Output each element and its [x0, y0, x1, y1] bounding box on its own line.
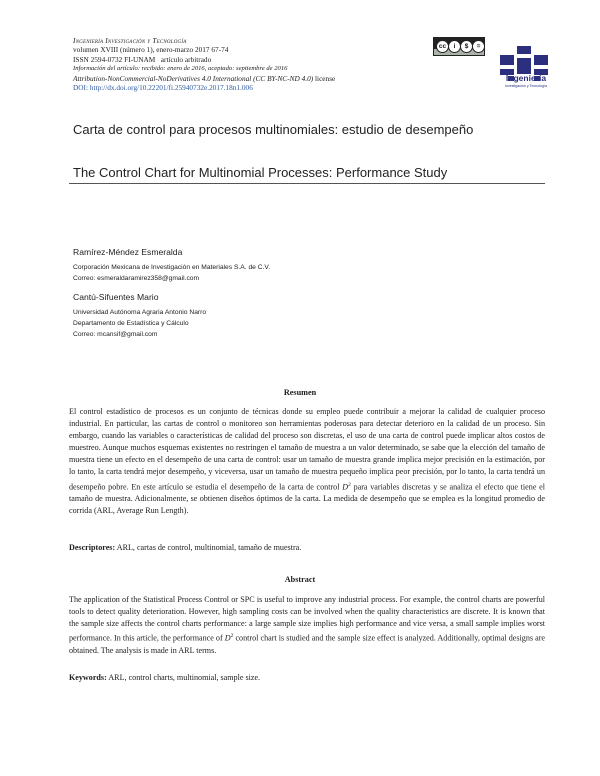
author-email[interactable]: Correo: mcansif@gmail.com	[73, 331, 158, 338]
volume-line: volumen XVIII (número 1), enero-marzo 2017 67-74	[73, 45, 229, 55]
resumen-heading: Resumen	[283, 388, 317, 397]
author-affiliation: Universidad Autónoma Agraria Antonio Narro	[73, 309, 207, 316]
abstract-text-2: control chart is studied and the sample size effect is analyzed. Additionally, optimal designs are obtained. The analysis is made in ARL terms.	[69, 633, 546, 656]
author-affiliation: Corporación Mexicana de Investigación en Materiales S.A. de C.V.	[73, 264, 271, 271]
abstract-heading: Abstract	[284, 575, 316, 584]
license-suffix: license	[315, 73, 336, 83]
resumen-superscript: 2	[348, 481, 351, 488]
license-line	[73, 74, 423, 83]
abstract-symbol: D	[224, 633, 231, 643]
author-block	[73, 292, 206, 340]
title-english: The Control Chart for Multinomial Processes: Performance Study	[73, 165, 448, 180]
license-name: Attribution-NonCommercial-NoDerivatives 4.0 International (CC BY-NC-ND 4.0)	[73, 73, 314, 83]
nd-glyph: =	[472, 40, 485, 53]
journal-header	[73, 36, 423, 92]
creative-commons-icon[interactable]	[433, 37, 485, 56]
nc-glyph: $	[460, 40, 473, 53]
resumen-text-1: El control estadístico de procesos es un conjunto de técnicas donde su empleo puede contribuir a mejorar la calidad de cualquier proceso industrial. En particular, las cartas de control o monitoreo son herramientas poderosas para detectar deterioro en la calidad de un proceso. Sin embargo, cuando las variables o características de calidad del proceso son discretas, el uso de una carta de control puede implicar altos costos de muestreo. Aunque muchos esquemas existentes no restringen el tamaño de muestra a un valor determinado, se sabe que la elección del tamaño de muestra tiene un efecto en el desempeño de una carta de control: usar un tamaño de muestra grande implica mejor precisión en la estimación, por lo tanto, la carta tendrá mejor desempeño, y viceversa, usar un tamaño de muestra pequeño implica peor precisión, por lo tanto, la carta tendrá un desempeño pobre. En este artículo se estudia el desempeño de la carta de control	[69, 407, 545, 492]
resumen-text-2: para variables discretas y se analiza el efecto que tiene el tamaño de muestra. Adicionalmente, se obtienen diseños óptimos de la carta. La medida de desempeño que se emplea es la longitud promedio de corrida (ARL, Average Run Length).	[69, 482, 545, 516]
doi-link[interactable]: DOI: http://dx.doi.org/10.22201/fi.25940732e.2017.18n1.006	[73, 83, 253, 93]
resumen-symbol: D	[342, 482, 349, 492]
logo-tagline: Investigación y Tecnología	[504, 84, 548, 88]
keywords-list: ARL, control charts, multinomial, sample size.	[106, 673, 261, 682]
author-name: Cantú-Sifuentes Mario	[73, 292, 159, 302]
descriptores-list: ARL, cartas de control, multinomial, tamaño de muestra.	[115, 543, 302, 552]
abstract-text-1: The application of the Statistical Process Control or SPC is useful to improve any industrial process. For example, the control charts are powerful tools to detect quality deterioration. However, high sampling costs can be involved when the quality characteristics are discrete. It is known that the sample size affects the control charts performance: a large sample size implies high performance and vice versa, a small sample implies worst performance. In this article, the performance of	[69, 595, 545, 643]
keywords-label: Keywords:	[69, 673, 107, 682]
issn-line	[73, 55, 423, 64]
dates-line: Información del artículo: recibido: enero de 2016, aceptado: septiembre de 2016	[73, 65, 288, 73]
resumen-body	[69, 406, 545, 518]
logo-name: Ingeniería	[505, 73, 547, 83]
descriptores-label: Descriptores:	[69, 543, 116, 552]
abstract-body	[69, 594, 545, 657]
resumen-keywords	[69, 542, 545, 554]
author-block	[73, 247, 270, 284]
cc-glyph: cc	[436, 40, 449, 53]
journal-name: Ingeniería Investigación y Tecnología	[73, 36, 187, 45]
article-type: artículo arbitrado	[160, 54, 212, 64]
title-divider	[69, 183, 545, 184]
issn: ISSN 2594-0732 FI-UNAM	[73, 54, 156, 64]
author-department: Departamento de Estadística y Cálculo	[73, 320, 189, 327]
by-glyph: i	[448, 40, 461, 53]
author-name: Ramírez-Méndez Esmeralda	[73, 247, 183, 257]
abstract-superscript: 2	[230, 633, 234, 640]
abstract-keywords	[69, 672, 545, 684]
title-spanish: Carta de control para procesos multinomiales: estudio de desempeño	[73, 122, 474, 137]
author-email[interactable]: Correo: esmeraldaramirez358@gmail.com	[73, 275, 200, 282]
